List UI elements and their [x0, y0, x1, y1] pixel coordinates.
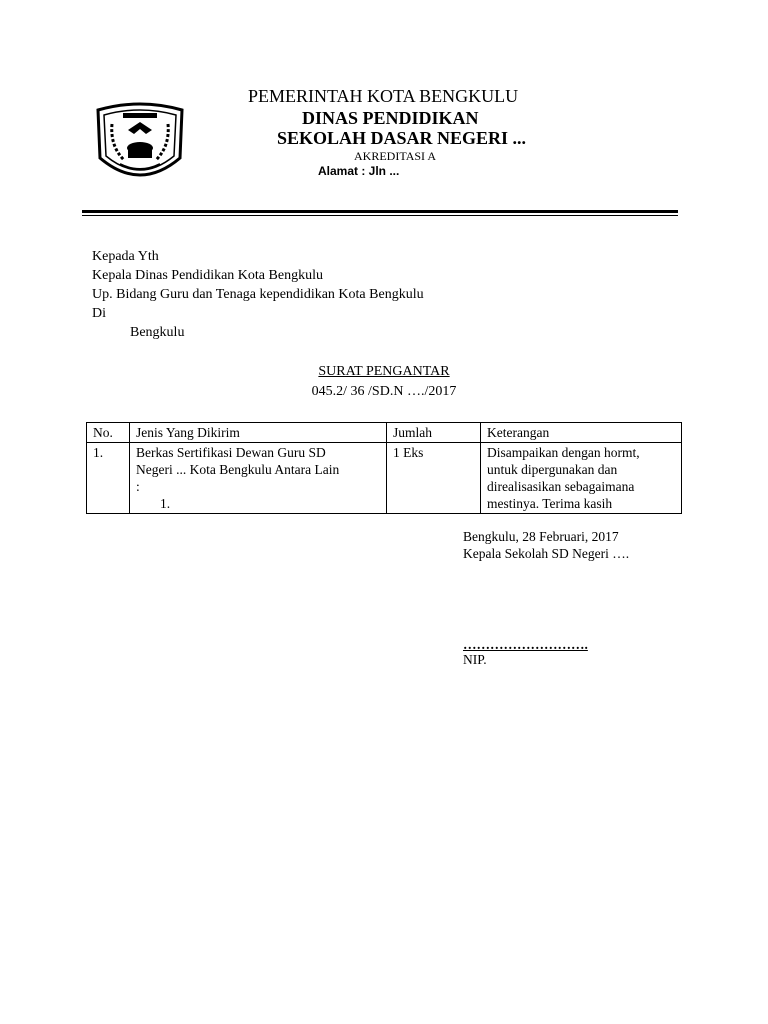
recipient-line: Di: [92, 306, 106, 321]
place-date: Bengkulu, 28 Februari, 2017: [463, 529, 619, 544]
cell-keterangan: [481, 443, 682, 514]
cell-ket-line: direalisasikan sebagaimana: [487, 479, 635, 494]
government-title: PEMERINTAH KOTA BENGKULU: [248, 86, 519, 106]
letter-number: 045.2/ 36 /SD.N …./2017: [311, 384, 457, 399]
cell-jumlah: 1 Eks: [387, 443, 481, 514]
cell-ket-line: Disampaikan dengan hormt,: [487, 445, 640, 460]
signer-name-placeholder: ……………………….: [463, 637, 588, 652]
table-header-row: [87, 423, 682, 443]
header-no: No.: [87, 423, 130, 443]
cell-jenis-line: :: [136, 479, 140, 494]
header-keterangan: Keterangan: [481, 423, 682, 443]
address: Alamat : Jln ...: [318, 164, 400, 178]
recipient-line: Kepada Yth: [92, 249, 159, 264]
items-table: [86, 422, 682, 514]
signer-position: Kepala Sekolah SD Negeri ….: [463, 546, 630, 561]
school-title: SEKOLAH DASAR NEGERI ...: [277, 128, 527, 148]
recipient-line: Kepala Dinas Pendidikan Kota Bengkulu: [92, 268, 323, 283]
cell-no: 1.: [87, 443, 130, 514]
cell-jenis-line: Negeri ... Kota Bengkulu Antara Lain: [136, 462, 340, 477]
header-rule-thin: [82, 215, 678, 216]
recipient-city: Bengkulu: [130, 325, 185, 340]
header-rule-thick: [82, 210, 678, 213]
cell-jenis-list-item: 1.: [160, 496, 171, 511]
cell-jenis: [130, 443, 387, 514]
cell-ket-line: untuk dipergunakan dan: [487, 462, 618, 477]
city-emblem-logo: [90, 100, 190, 190]
header-jumlah: Jumlah: [387, 423, 481, 443]
table-row: [87, 443, 682, 514]
recipient-line: Up. Bidang Guru dan Tenaga kependidikan Kota Bengkulu: [92, 287, 424, 302]
cell-ket-line: mestinya. Terima kasih: [487, 496, 613, 511]
cell-jenis-line: Berkas Sertifikasi Dewan Guru SD: [136, 445, 326, 460]
signer-nip: NIP.: [463, 652, 487, 667]
agency-title: DINAS PENDIDIKAN: [302, 108, 479, 128]
signature-block: [463, 528, 629, 562]
header-jenis: Jenis Yang Dikirim: [130, 423, 387, 443]
accreditation: AKREDITASI A: [354, 149, 437, 163]
recipient-block: [92, 247, 424, 342]
letter-title: SURAT PENGANTAR: [318, 364, 450, 379]
